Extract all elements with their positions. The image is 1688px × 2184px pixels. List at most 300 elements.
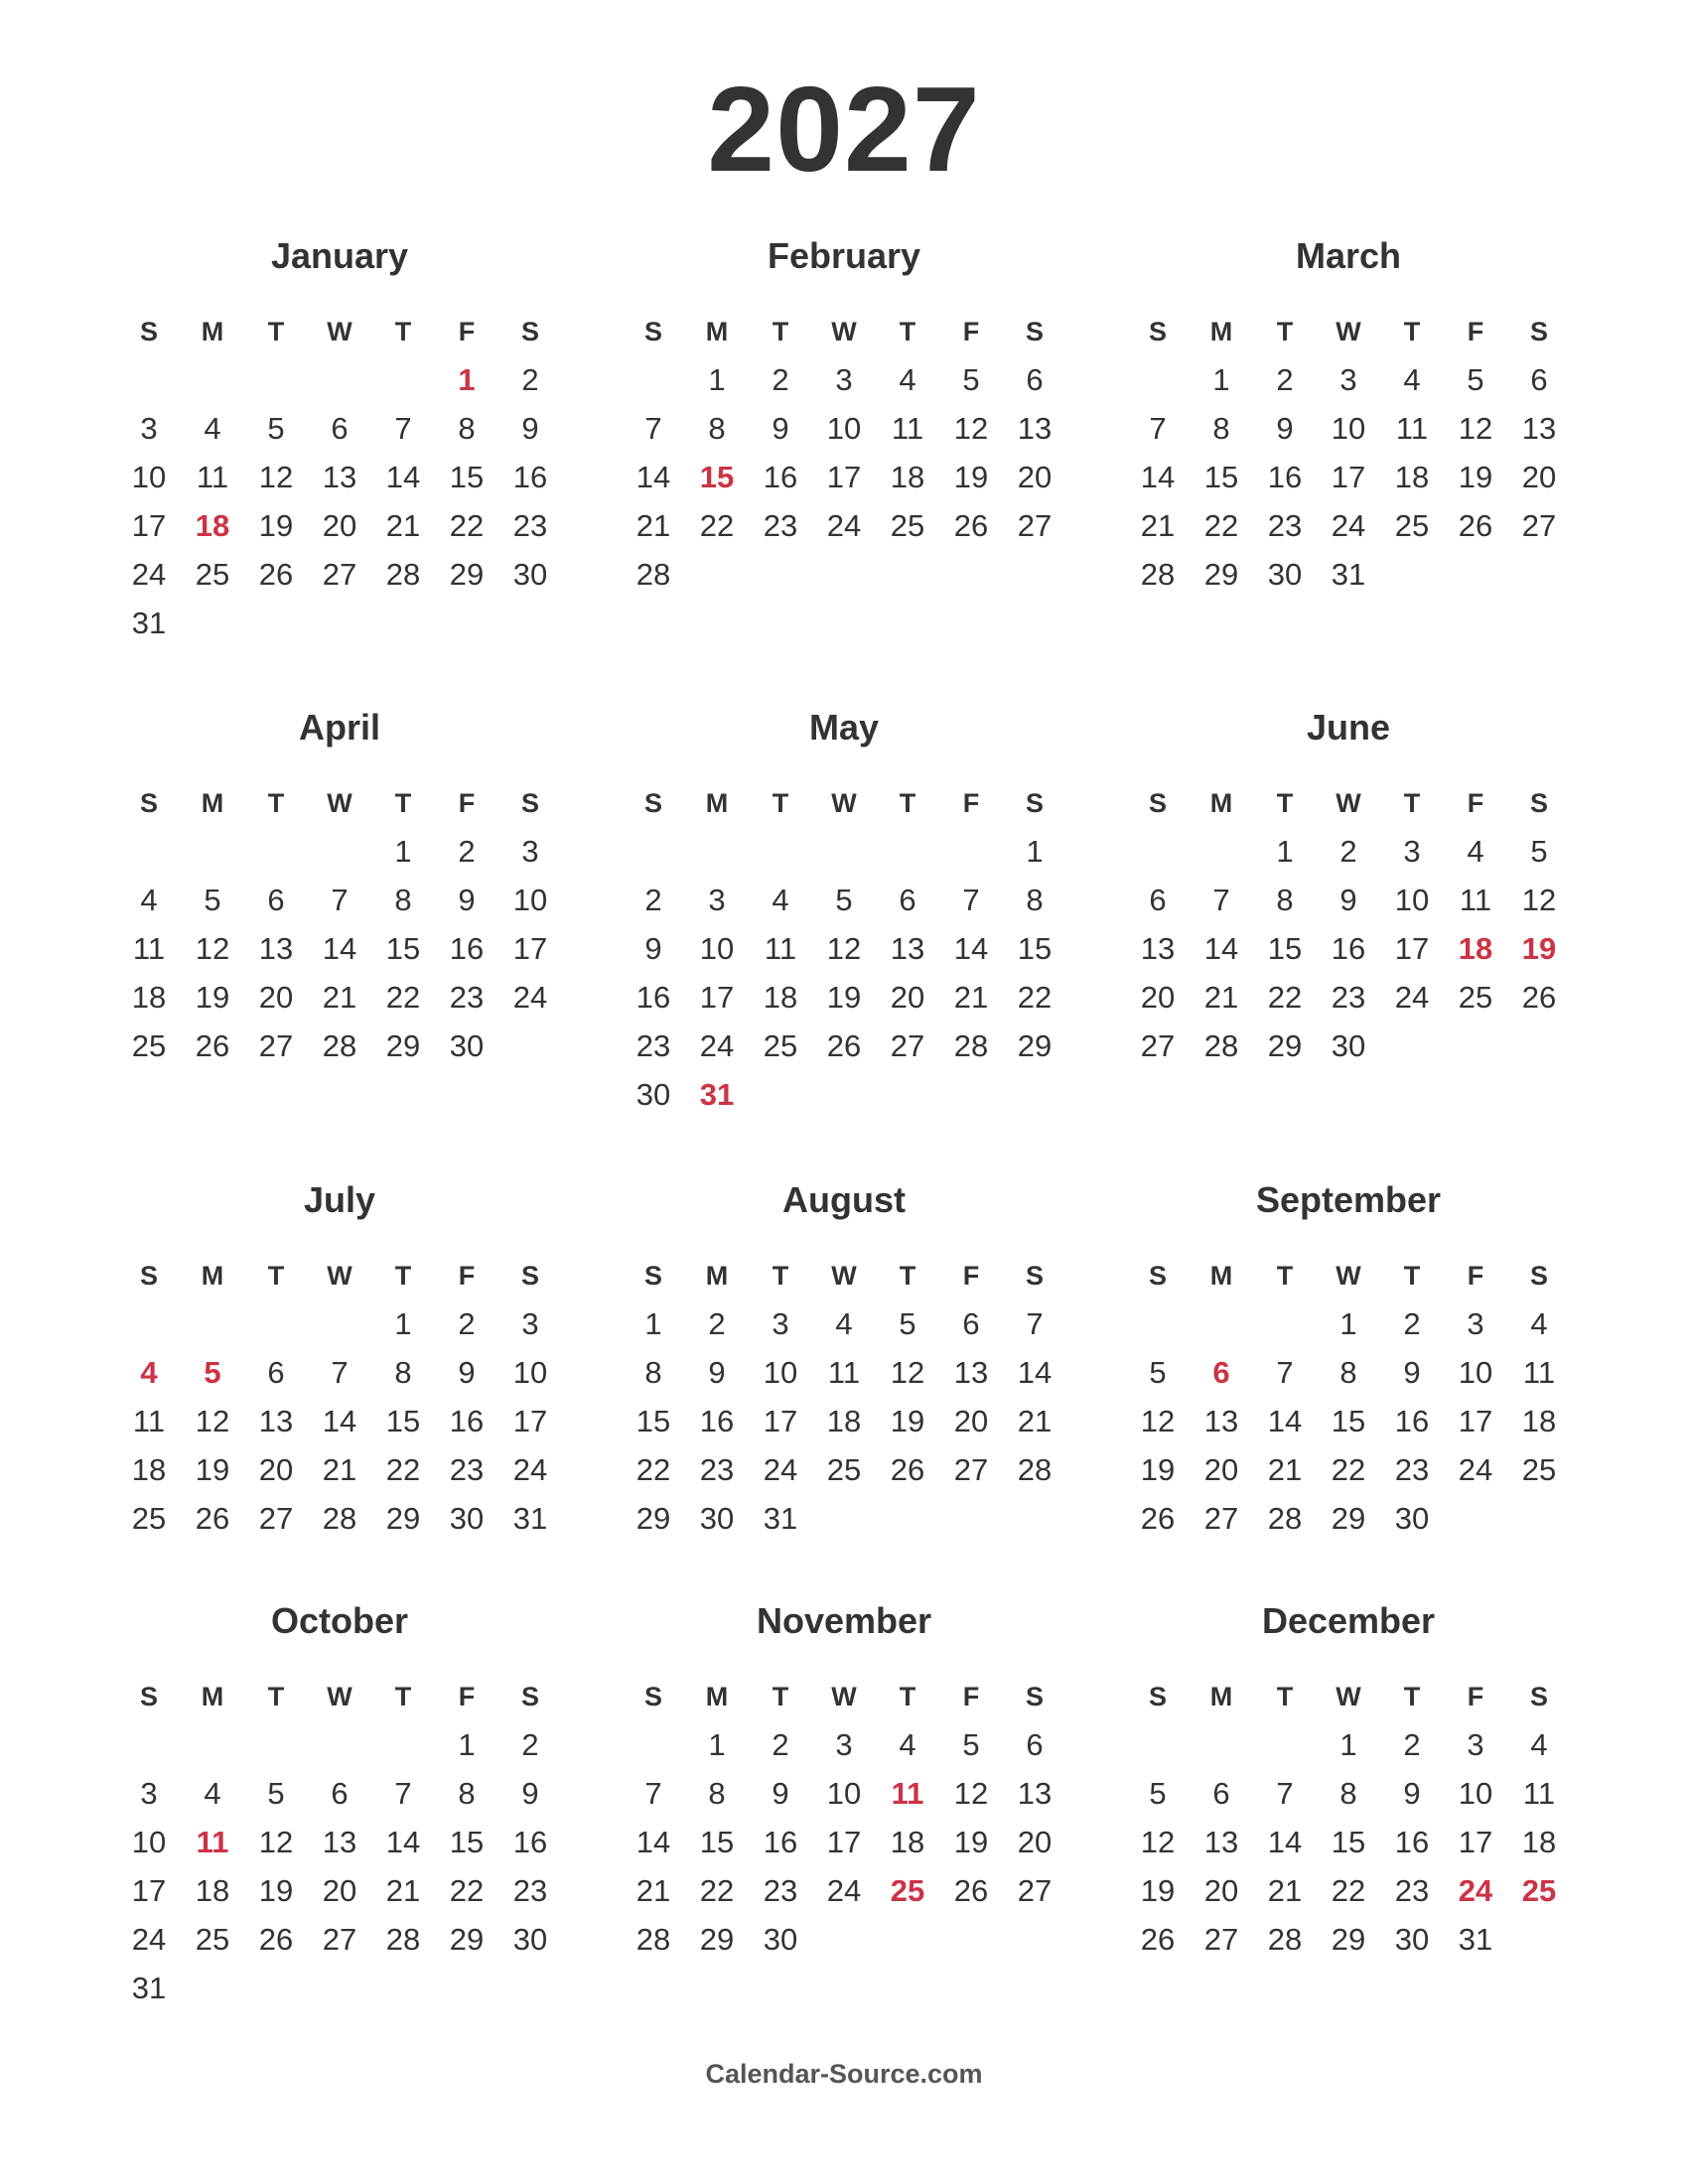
day-cell: 9 <box>644 931 662 966</box>
weekday-label: T <box>899 317 916 346</box>
day-cell: 11 <box>1522 1776 1556 1811</box>
day-cell: 14 <box>1267 1825 1303 1859</box>
footer-site-name: Calendar-Source.com <box>705 2059 983 2089</box>
day-cell: 26 <box>258 557 294 592</box>
day-cell: 4 <box>899 1727 916 1762</box>
day-cell: 15 <box>449 1825 485 1859</box>
day-cell: 20 <box>890 980 925 1015</box>
weekday-label: T <box>1276 788 1294 818</box>
day-cell: 15 <box>1017 931 1053 966</box>
day-cell: 23 <box>1331 980 1366 1015</box>
day-cell: 20 <box>1017 1825 1053 1859</box>
day-cell: 16 <box>763 1825 798 1859</box>
day-cell: 13 <box>258 931 294 966</box>
day-cell: 12 <box>890 1355 925 1390</box>
day-cell: 18 <box>826 1404 862 1438</box>
day-cell: 22 <box>385 980 421 1015</box>
weekday-label: S <box>1148 788 1167 818</box>
day-cell: 26 <box>826 1028 862 1063</box>
day-cell: 16 <box>699 1404 735 1438</box>
day-cell: 2 <box>1403 1727 1421 1762</box>
day-cell: 19 <box>258 1873 294 1908</box>
weekday-label: M <box>201 1261 224 1291</box>
day-cell: 7 <box>644 411 662 446</box>
weekday-label: T <box>1276 1682 1294 1711</box>
day-cell: 29 <box>1267 1028 1303 1063</box>
day-cell: 27 <box>1140 1028 1176 1063</box>
day-cell: 22 <box>449 508 485 543</box>
day-cell: 8 <box>1339 1355 1357 1390</box>
day-cell: 10 <box>1394 883 1430 917</box>
day-cell: 25 <box>195 1922 230 1957</box>
day-cell: 26 <box>195 1028 230 1063</box>
day-cell: 23 <box>763 508 798 543</box>
day-cell: 19 <box>1458 460 1493 494</box>
day-cell: 25 <box>1458 980 1493 1015</box>
day-cell: 19 <box>195 980 230 1015</box>
day-cell: 8 <box>1212 411 1230 446</box>
day-cell-holiday: 5 <box>204 1355 221 1390</box>
day-cell: 23 <box>1267 508 1303 543</box>
day-cell: 12 <box>195 931 230 966</box>
day-cell: 14 <box>322 1404 357 1438</box>
day-cell: 21 <box>1267 1873 1303 1908</box>
day-cell: 22 <box>449 1873 485 1908</box>
day-cell: 9 <box>458 1355 476 1390</box>
day-cell: 10 <box>763 1355 798 1390</box>
day-cell: 20 <box>1521 460 1557 494</box>
day-cell: 20 <box>953 1404 989 1438</box>
weekday-label: W <box>1336 1261 1361 1291</box>
day-cell: 27 <box>258 1028 294 1063</box>
day-cell: 7 <box>1276 1355 1294 1390</box>
day-cell: 5 <box>962 1727 980 1762</box>
month-name: June <box>1306 707 1391 748</box>
weekday-label: M <box>1209 1682 1233 1711</box>
day-cell: 15 <box>1331 1825 1366 1859</box>
month-name: April <box>298 707 380 748</box>
day-cell: 22 <box>635 1452 671 1487</box>
day-cell: 14 <box>1203 931 1239 966</box>
day-cell: 19 <box>953 1825 989 1859</box>
day-cell: 3 <box>1467 1727 1484 1762</box>
day-cell: 24 <box>699 1028 735 1063</box>
weekday-header <box>117 1259 562 1293</box>
day-cell: 3 <box>835 1727 853 1762</box>
day-cell: 25 <box>131 1501 167 1536</box>
day-cell: 15 <box>1267 931 1303 966</box>
day-cell: 22 <box>1331 1873 1366 1908</box>
day-cell: 9 <box>458 883 476 917</box>
weekday-label: F <box>458 1261 476 1291</box>
day-cell: 18 <box>1394 460 1430 494</box>
year-title: 2027 <box>707 62 981 197</box>
day-cell-holiday: 11 <box>196 1825 229 1859</box>
day-cell: 16 <box>1267 460 1303 494</box>
day-cell: 21 <box>635 1873 671 1908</box>
day-cell: 21 <box>385 508 421 543</box>
day-cell: 5 <box>204 883 221 917</box>
day-cell: 26 <box>953 508 989 543</box>
day-cell: 30 <box>1394 1501 1430 1536</box>
day-cell: 1 <box>1276 834 1294 869</box>
day-cell: 8 <box>1339 1776 1357 1811</box>
day-cell: 21 <box>322 1452 357 1487</box>
day-cell: 4 <box>899 362 916 397</box>
weekday-label: F <box>1467 1261 1484 1291</box>
day-cell: 19 <box>1140 1873 1176 1908</box>
day-cell: 6 <box>962 1306 980 1341</box>
day-cell: 18 <box>195 1873 230 1908</box>
day-cell: 13 <box>1521 411 1557 446</box>
day-cell: 13 <box>890 931 925 966</box>
weekday-header <box>1126 315 1571 348</box>
day-cell: 30 <box>635 1077 671 1112</box>
day-cell: 28 <box>322 1028 357 1063</box>
weekday-label: W <box>831 1261 857 1291</box>
day-cell: 3 <box>140 411 158 446</box>
weekday-label: M <box>201 1682 224 1711</box>
day-cell: 11 <box>827 1355 861 1390</box>
day-cell: 26 <box>258 1922 294 1957</box>
weekday-label: F <box>962 1261 980 1291</box>
day-cell: 18 <box>1521 1825 1557 1859</box>
day-cell: 28 <box>1017 1452 1053 1487</box>
day-cell: 30 <box>512 1922 548 1957</box>
day-cell: 9 <box>1276 411 1294 446</box>
day-cell: 3 <box>521 834 539 869</box>
day-cell: 14 <box>1017 1355 1053 1390</box>
day-cell: 2 <box>458 834 476 869</box>
day-cell: 17 <box>1394 931 1430 966</box>
weekday-label: S <box>1529 317 1548 346</box>
day-cell: 7 <box>644 1776 662 1811</box>
day-cell: 29 <box>699 1922 735 1957</box>
weekday-label: S <box>1529 1261 1548 1291</box>
day-cell: 29 <box>1331 1501 1366 1536</box>
day-cell: 8 <box>458 411 476 446</box>
day-cell: 24 <box>826 1873 862 1908</box>
day-cell: 21 <box>1267 1452 1303 1487</box>
day-cell: 22 <box>1017 980 1053 1015</box>
day-cell: 16 <box>1394 1825 1430 1859</box>
weekday-header <box>622 315 1066 348</box>
day-cell: 28 <box>1267 1501 1303 1536</box>
day-cell: 22 <box>1203 508 1239 543</box>
weekday-label: T <box>772 317 789 346</box>
day-cell: 24 <box>1394 980 1430 1015</box>
day-cell: 24 <box>131 1922 167 1957</box>
day-cell: 25 <box>195 557 230 592</box>
day-cell: 9 <box>521 1776 539 1811</box>
day-cell: 14 <box>385 460 421 494</box>
day-cell: 18 <box>890 1825 925 1859</box>
weekday-label: W <box>1336 788 1361 818</box>
day-cell: 24 <box>131 557 167 592</box>
weekday-label: S <box>1025 1682 1044 1711</box>
day-cell: 17 <box>512 931 548 966</box>
weekday-label: F <box>1467 788 1484 818</box>
day-cell: 14 <box>635 1825 671 1859</box>
day-cell-holiday: 25 <box>890 1873 925 1908</box>
day-cell: 17 <box>763 1404 798 1438</box>
day-cell: 24 <box>1331 508 1366 543</box>
day-cell: 13 <box>1203 1825 1239 1859</box>
day-cell: 6 <box>1149 883 1167 917</box>
day-cell: 22 <box>699 508 735 543</box>
day-cell: 8 <box>708 411 726 446</box>
day-cell: 5 <box>1149 1776 1167 1811</box>
day-cell: 19 <box>1140 1452 1176 1487</box>
day-cell: 14 <box>953 931 989 966</box>
weekday-label: S <box>1025 788 1044 818</box>
day-cell: 20 <box>322 1873 357 1908</box>
day-cell: 29 <box>385 1501 421 1536</box>
day-cell: 28 <box>1267 1922 1303 1957</box>
day-cell: 26 <box>195 1501 230 1536</box>
day-cell: 17 <box>699 980 735 1015</box>
day-cell: 29 <box>449 1922 485 1957</box>
day-cell: 22 <box>385 1452 421 1487</box>
day-cell: 9 <box>708 1355 726 1390</box>
day-cell: 12 <box>1521 883 1557 917</box>
day-cell: 10 <box>131 1825 167 1859</box>
day-cell: 27 <box>258 1501 294 1536</box>
day-cell: 7 <box>331 1355 349 1390</box>
day-cell: 24 <box>826 508 862 543</box>
weekday-label: S <box>1025 317 1044 346</box>
day-cell: 10 <box>1331 411 1366 446</box>
day-cell: 11 <box>764 931 797 966</box>
day-cell: 16 <box>1331 931 1366 966</box>
day-cell: 31 <box>1331 557 1366 592</box>
day-cell: 28 <box>1140 557 1176 592</box>
day-cell: 19 <box>258 508 294 543</box>
weekday-header <box>117 1680 562 1713</box>
day-cell: 9 <box>1403 1776 1421 1811</box>
day-cell: 1 <box>1339 1727 1357 1762</box>
weekday-label: T <box>1403 1261 1421 1291</box>
day-cell: 1 <box>394 1306 412 1341</box>
day-cell: 28 <box>385 1922 421 1957</box>
day-cell: 26 <box>1458 508 1493 543</box>
weekday-label: F <box>458 788 476 818</box>
day-cell: 10 <box>1458 1776 1493 1811</box>
weekday-label: T <box>1403 1682 1421 1711</box>
weekday-label: F <box>962 317 980 346</box>
day-cell: 16 <box>763 460 798 494</box>
day-cell: 7 <box>962 883 980 917</box>
weekday-label: S <box>1025 1261 1044 1291</box>
day-cell: 30 <box>449 1501 485 1536</box>
day-cell: 5 <box>899 1306 916 1341</box>
day-cell: 21 <box>1140 508 1176 543</box>
day-cell: 6 <box>1026 1727 1044 1762</box>
day-cell: 6 <box>1530 362 1548 397</box>
day-cell: 29 <box>635 1501 671 1536</box>
day-cell: 14 <box>385 1825 421 1859</box>
day-cell: 3 <box>835 362 853 397</box>
weekday-label: T <box>772 1261 789 1291</box>
day-cell: 4 <box>1403 362 1421 397</box>
day-cell: 13 <box>322 1825 357 1859</box>
weekday-label: S <box>643 1261 662 1291</box>
weekday-label: T <box>267 1261 285 1291</box>
day-cell: 17 <box>1458 1404 1493 1438</box>
day-cell: 29 <box>1331 1922 1366 1957</box>
day-cell: 31 <box>763 1501 798 1536</box>
weekday-label: M <box>705 1682 729 1711</box>
day-cell: 17 <box>131 1873 167 1908</box>
day-cell: 19 <box>195 1452 230 1487</box>
day-cell: 6 <box>1026 362 1044 397</box>
day-cell: 18 <box>131 980 167 1015</box>
day-cell: 12 <box>1140 1404 1176 1438</box>
weekday-label: W <box>327 317 352 346</box>
day-cell: 11 <box>891 411 924 446</box>
day-cell: 5 <box>835 883 853 917</box>
weekday-label: T <box>772 1682 789 1711</box>
day-cell: 16 <box>449 931 485 966</box>
month-name: October <box>270 1600 409 1641</box>
day-cell: 2 <box>644 883 662 917</box>
day-cell: 2 <box>458 1306 476 1341</box>
day-cell: 1 <box>708 362 726 397</box>
month-name: July <box>303 1179 376 1220</box>
weekday-label: W <box>831 788 857 818</box>
weekday-label: T <box>1276 1261 1294 1291</box>
day-cell: 28 <box>635 1922 671 1957</box>
weekday-label: F <box>962 788 980 818</box>
day-cell: 3 <box>772 1306 789 1341</box>
day-cell: 7 <box>331 883 349 917</box>
day-cell: 3 <box>1467 1306 1484 1341</box>
weekday-label: F <box>1467 1682 1484 1711</box>
day-cell: 13 <box>322 460 357 494</box>
day-cell: 23 <box>512 508 548 543</box>
day-cell: 29 <box>449 557 485 592</box>
weekday-label: T <box>394 788 412 818</box>
weekday-label: W <box>831 1682 857 1711</box>
weekday-label: T <box>899 1682 916 1711</box>
day-cell: 27 <box>1017 1873 1053 1908</box>
day-cell: 23 <box>1394 1452 1430 1487</box>
day-cell: 31 <box>1458 1922 1493 1957</box>
day-cell-holiday: 18 <box>1458 931 1493 966</box>
day-cell: 1 <box>1339 1306 1357 1341</box>
day-cell: 13 <box>1017 1776 1053 1811</box>
day-cell-holiday: 11 <box>891 1776 924 1811</box>
day-cell: 3 <box>1403 834 1421 869</box>
day-cell: 11 <box>1522 1355 1556 1390</box>
day-cell: 12 <box>953 1776 989 1811</box>
day-cell: 6 <box>331 1776 349 1811</box>
day-cell: 20 <box>258 1452 294 1487</box>
weekday-label: M <box>705 788 729 818</box>
weekday-header <box>1126 1680 1571 1713</box>
day-cell: 1 <box>708 1727 726 1762</box>
day-cell: 22 <box>1331 1452 1366 1487</box>
day-cell: 2 <box>1339 834 1357 869</box>
day-cell: 15 <box>449 460 485 494</box>
day-cell: 5 <box>1530 834 1548 869</box>
day-cell: 4 <box>772 883 789 917</box>
day-cell: 16 <box>512 460 548 494</box>
day-cell: 25 <box>1521 1452 1557 1487</box>
day-cell-holiday: 24 <box>1458 1873 1493 1908</box>
day-cell: 2 <box>772 1727 789 1762</box>
day-cell: 8 <box>644 1355 662 1390</box>
day-cell-holiday: 6 <box>1212 1355 1230 1390</box>
day-cell-holiday: 25 <box>1521 1873 1557 1908</box>
day-cell: 27 <box>1017 508 1053 543</box>
weekday-label: S <box>139 317 158 346</box>
day-cell: 5 <box>267 1776 285 1811</box>
day-cell: 7 <box>1149 411 1167 446</box>
weekday-label: T <box>899 1261 916 1291</box>
day-cell: 28 <box>953 1028 989 1063</box>
weekday-label: W <box>327 1261 352 1291</box>
day-cell: 9 <box>772 1776 789 1811</box>
weekday-label: F <box>458 317 476 346</box>
weekday-label: S <box>520 1682 539 1711</box>
day-cell-holiday: 19 <box>1521 931 1557 966</box>
day-cell: 12 <box>258 460 294 494</box>
day-cell: 15 <box>1203 460 1239 494</box>
weekday-label: M <box>705 317 729 346</box>
day-cell: 6 <box>1212 1776 1230 1811</box>
day-cell: 19 <box>953 460 989 494</box>
weekday-label: M <box>1209 788 1233 818</box>
day-cell: 14 <box>1140 460 1176 494</box>
weekday-label: S <box>139 1261 158 1291</box>
day-cell: 17 <box>1331 460 1366 494</box>
day-cell: 1 <box>1212 362 1230 397</box>
weekday-label: S <box>1148 1682 1167 1711</box>
day-cell: 26 <box>1521 980 1557 1015</box>
day-cell: 7 <box>1212 883 1230 917</box>
day-cell: 13 <box>1017 411 1053 446</box>
day-cell: 25 <box>890 508 925 543</box>
weekday-label: S <box>643 788 662 818</box>
weekday-header <box>1126 786 1571 820</box>
day-cell: 23 <box>449 980 485 1015</box>
weekday-label: T <box>394 1682 412 1711</box>
day-cell: 25 <box>131 1028 167 1063</box>
weekday-label: T <box>267 1682 285 1711</box>
weekday-label: M <box>1209 317 1233 346</box>
weekday-label: S <box>1148 1261 1167 1291</box>
day-cell: 4 <box>1530 1306 1548 1341</box>
day-cell: 30 <box>1267 557 1303 592</box>
weekday-label: W <box>327 788 352 818</box>
day-cell: 11 <box>1459 883 1492 917</box>
weekday-label: T <box>267 788 285 818</box>
day-cell: 3 <box>1339 362 1357 397</box>
day-cell-holiday: 18 <box>195 508 230 543</box>
day-cell: 2 <box>772 362 789 397</box>
day-cell: 1 <box>1026 834 1044 869</box>
day-cell: 20 <box>322 508 357 543</box>
day-cell-holiday: 4 <box>140 1355 158 1390</box>
weekday-label: M <box>1209 1261 1233 1291</box>
day-cell: 7 <box>1026 1306 1044 1341</box>
day-cell: 15 <box>385 1404 421 1438</box>
day-cell: 14 <box>635 460 671 494</box>
day-cell: 19 <box>826 980 862 1015</box>
day-cell: 27 <box>1203 1922 1239 1957</box>
day-cell: 21 <box>1203 980 1239 1015</box>
